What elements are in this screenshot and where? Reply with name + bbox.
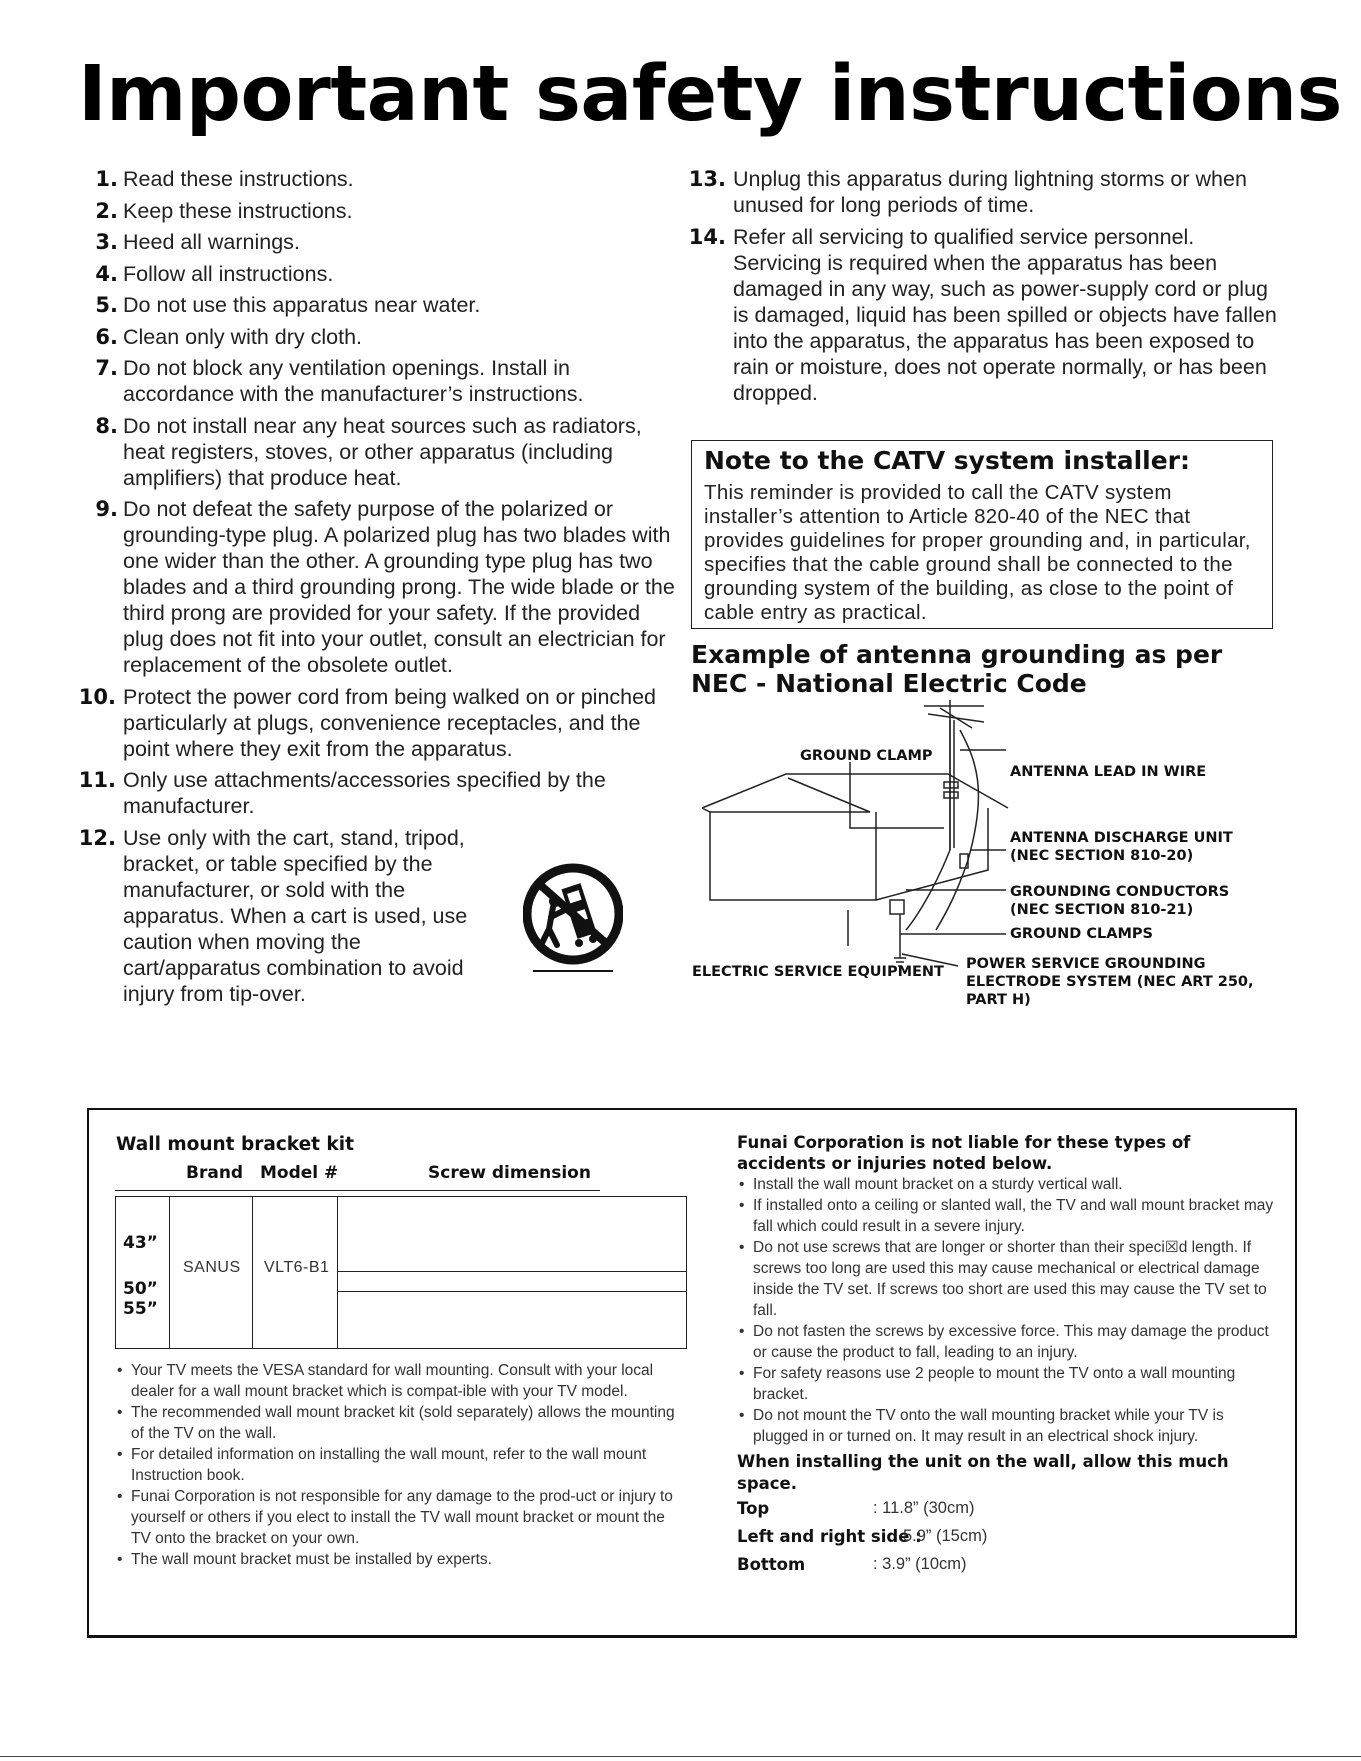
instruction-item: 12. Use only with the cart, stand, tripod, bracket, or table specified by the manufacturer, or sold with the apparatus. When a cart is used, use caution when moving the cart/apparatus combination to avoid injury from tip-over. bbox=[78, 825, 678, 1007]
list-item: • For safety reasons use 2 people to mount the TV onto a wall mounting bracket. bbox=[737, 1363, 1282, 1405]
size-50: 50” bbox=[123, 1279, 158, 1299]
label-power-service-3: PART H) bbox=[966, 992, 1031, 1008]
roof-outline bbox=[702, 774, 1008, 808]
list-item: • If installed onto a ceiling or slanted wall, the TV and wall mount bracket may fall which could result in a severe injury. bbox=[737, 1195, 1282, 1237]
label-discharge-section: (NEC SECTION 810-20) bbox=[1010, 848, 1194, 864]
table-column-divider bbox=[252, 1197, 253, 1348]
label-ground-clamp: GROUND CLAMP bbox=[800, 748, 933, 764]
instruction-item: 2. Keep these instructions. bbox=[95, 198, 353, 223]
lead-in-wire bbox=[936, 730, 978, 930]
catv-note-box bbox=[691, 440, 1273, 629]
instruction-item: 5. Do not use this apparatus near water. bbox=[95, 293, 481, 317]
instruction-list-left bbox=[78, 166, 678, 1007]
instruction-item: 9. Do not defeat the safety purpose of the polarized or grounding-type plug. A polarized plug has two blades with one wider than the other. A grounding type plug has two blades and a third grounding prong. The wide blade or the third prong are provided for your safety. If the provided plug does not fit into your outlet, consult an electrician for replacement of the obsolete outlet. bbox=[95, 497, 675, 677]
label-discharge-unit: ANTENNA DISCHARGE UNIT bbox=[1010, 830, 1233, 846]
instructions-left-column bbox=[78, 166, 678, 1012]
space-row-top: Top : 11.8” (30cm) bbox=[737, 1499, 975, 1518]
list-item: • Your TV meets the VESA standard for wall mounting. Consult with your local dealer for a wall mount bracket which is compat-ible with your TV model. bbox=[115, 1360, 675, 1402]
list-item: • Do not mount the TV onto the wall mounting bracket while your TV is plugged in or turned on. It may result in an electrical shock injury. bbox=[737, 1405, 1282, 1447]
size-55: 55” bbox=[123, 1299, 158, 1319]
list-item: • Do not fasten the screws by excessive force. This may damage the product or cause the product to fall, leading to an injury. bbox=[737, 1321, 1282, 1363]
table-column-divider bbox=[169, 1197, 170, 1348]
antenna-diagram-svg bbox=[688, 700, 1288, 1020]
wall-mount-section bbox=[87, 1108, 1297, 1638]
space-heading: When installing the unit on the wall, allow this much space. bbox=[737, 1452, 1229, 1493]
label-power-service: POWER SERVICE GROUNDING bbox=[966, 956, 1206, 972]
list-item: • Install the wall mount bracket on a sturdy vertical wall. bbox=[737, 1174, 1282, 1195]
column-header-model: Model # bbox=[260, 1163, 339, 1183]
instruction-item: 1. Read these instructions. bbox=[95, 167, 354, 191]
instruction-item: 14. Refer all servicing to qualified service personnel. Servicing is required when the apparatus has been damaged in any way, such as power-supply cord or plug is damaged, liquid has been spilled or objects have fallen into the apparatus, the apparatus has been exposed to rain or moisture, does not operate normally, or has been dropped. bbox=[688, 224, 1277, 405]
roof-front bbox=[702, 778, 870, 812]
cart-tipover-warning-icon bbox=[523, 859, 623, 979]
list-item: • For detailed information on installing the wall mount, refer to the wall mount Instruction book. bbox=[115, 1444, 675, 1486]
instruction-item: 3. Heed all warnings. bbox=[95, 230, 300, 254]
instruction-item: 6. Clean only with dry cloth. bbox=[95, 324, 362, 349]
instructions-right-column bbox=[688, 166, 1288, 411]
page-bottom-rule bbox=[0, 1756, 1361, 1757]
wall-mount-title: Wall mount bracket kit bbox=[116, 1134, 354, 1155]
brand-cell: SANUS bbox=[183, 1259, 241, 1276]
label-antenna-lead: ANTENNA LEAD IN WIRE bbox=[1010, 764, 1207, 780]
column-header-screw: Screw dimension bbox=[428, 1163, 591, 1183]
catv-note-heading: Note to the CATV system installer: bbox=[704, 446, 1191, 475]
label-ground-clamps: GROUND CLAMPS bbox=[1010, 926, 1153, 942]
instruction-item: 7. Do not block any ventilation openings. Install in accordance with the manufacturer’s instructions. bbox=[95, 356, 584, 406]
size-43: 43” bbox=[123, 1233, 158, 1253]
header-divider bbox=[115, 1190, 600, 1191]
instruction-list-right bbox=[688, 166, 1288, 406]
instruction-item: 11. Only use attachments/accessories specified by the manufacturer. bbox=[78, 768, 606, 818]
wall-mount-notes bbox=[115, 1360, 675, 1570]
antenna-grounding-diagram bbox=[688, 700, 1288, 1024]
list-item: • Do not use screws that are longer or shorter than their speci☒d length. If screws too long are used this may cause mechanical or electrical damage inside the TV set. If screws too short are used this may cause the TV set to fall. bbox=[737, 1237, 1282, 1321]
label-power-service-2: ELECTRODE SYSTEM (NEC ART 250, bbox=[966, 974, 1254, 990]
label-electric-service: ELECTRIC SERVICE EQUIPMENT bbox=[692, 964, 944, 980]
model-cell: VLT6-B1 bbox=[264, 1259, 330, 1276]
funai-heading: Funai Corporation is not liable for these types of accidents or injuries noted below. bbox=[737, 1133, 1191, 1173]
instruction-item: 4. Follow all instructions. bbox=[95, 261, 334, 286]
catv-note-body: This reminder is provided to call the CATV system installer’s attention to Article 820-40 of the NEC that provides guidelines for proper grounding and, in particular, specifies that the cable ground shall be connected to the grounding system of the building, as close to the point of cable entry as practical. bbox=[704, 481, 1251, 624]
column-header-brand: Brand bbox=[186, 1163, 244, 1183]
table-row-divider bbox=[338, 1271, 686, 1272]
antenna-grounding-heading: Example of antenna grounding as per NEC - National Electric Code bbox=[691, 640, 1223, 698]
table-column-divider bbox=[337, 1197, 338, 1348]
instruction-item: 8. Do not install near any heat sources such as radiators, heat registers, stoves, or other apparatus (including amplifiers) that produce heat. bbox=[95, 413, 642, 490]
space-row-sides: Left and right side : 5.9” (15cm) bbox=[737, 1527, 988, 1546]
list-item: • Funai Corporation is not responsible for any damage to the prod-uct or injury to yourself or others if you elect to install the TV wall mount bracket or mount the TV onto the bracket on your own. bbox=[115, 1486, 675, 1549]
label-grounding-conductors: GROUNDING CONDUCTORS bbox=[1010, 884, 1230, 900]
list-item: • The wall mount bracket must be installed by experts. bbox=[115, 1549, 675, 1570]
wall-mount-table bbox=[115, 1196, 687, 1349]
instruction-item: 10. Protect the power cord from being walked on or pinched particularly at plugs, convenience receptacles, and the point where they exit from the apparatus. bbox=[78, 684, 657, 761]
label-grounding-section: (NEC SECTION 810-21) bbox=[1010, 902, 1194, 918]
table-row-divider bbox=[338, 1291, 686, 1292]
funai-liability-section bbox=[737, 1132, 1282, 1583]
instruction-item: 13. Unplug this apparatus during lightning storms or when unused for long periods of time. bbox=[688, 167, 1247, 217]
funai-notes bbox=[737, 1174, 1282, 1447]
page-title: Important safety instructions bbox=[78, 50, 1342, 139]
space-row-bottom: Bottom : 3.9” (10cm) bbox=[737, 1555, 967, 1574]
house-front-wall bbox=[710, 812, 876, 900]
list-item: • The recommended wall mount bracket kit (sold separately) allows the mounting of the TV on the wall. bbox=[115, 1402, 675, 1444]
house-side-wall bbox=[876, 808, 988, 900]
